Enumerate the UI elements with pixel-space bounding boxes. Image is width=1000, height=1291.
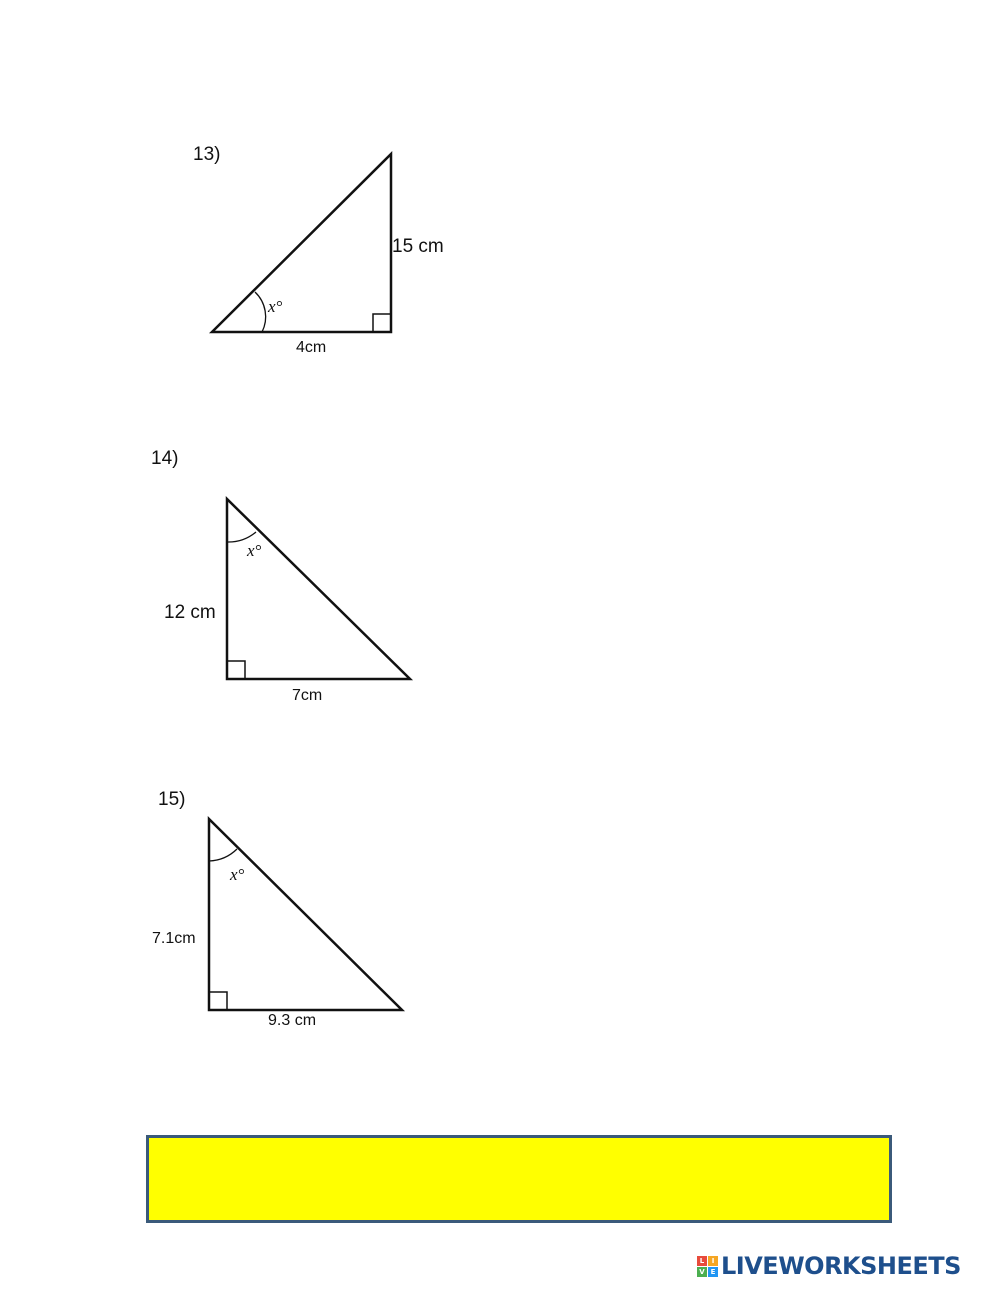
triangle-14-outline xyxy=(227,499,410,679)
side-label-13-vertical: 15 cm xyxy=(392,236,444,257)
right-angle-marker-13 xyxy=(373,314,391,332)
logo-letter-l: L xyxy=(697,1256,707,1266)
problem-number-14: 14) xyxy=(151,448,179,469)
liveworksheets-logo-icon xyxy=(697,1256,718,1277)
logo-letter-e: E xyxy=(708,1267,718,1277)
problem-number-13: 13) xyxy=(193,144,221,165)
right-angle-marker-15 xyxy=(209,992,227,1010)
angle-arc-15 xyxy=(209,849,237,861)
answer-box[interactable] xyxy=(146,1135,892,1223)
brand-name: LIVEWORKSHEETS xyxy=(721,1252,961,1280)
triangle-15 xyxy=(209,819,402,1010)
angle-label-15: x° xyxy=(230,865,245,884)
side-label-14-vertical: 12 cm xyxy=(164,602,216,623)
right-angle-marker-14 xyxy=(227,661,245,679)
problem-number-15: 15) xyxy=(158,789,186,810)
answer-input[interactable] xyxy=(149,1138,889,1220)
angle-label-13: x° xyxy=(268,297,283,316)
side-label-15-vertical: 7.1cm xyxy=(152,930,196,947)
side-label-15-base: 9.3 cm xyxy=(268,1012,317,1029)
angle-arc-13 xyxy=(255,292,266,332)
triangle-13 xyxy=(212,154,391,332)
side-label-13-base: 4cm xyxy=(296,339,327,356)
side-label-14-base: 7cm xyxy=(292,687,323,704)
logo-letter-i: I xyxy=(708,1256,718,1266)
triangle-13-outline xyxy=(212,154,391,332)
triangle-14 xyxy=(227,499,410,679)
angle-label-14: x° xyxy=(247,541,262,560)
triangle-15-outline xyxy=(209,819,402,1010)
logo-letter-v: V xyxy=(697,1267,707,1277)
liveworksheets-brand xyxy=(697,1254,961,1278)
